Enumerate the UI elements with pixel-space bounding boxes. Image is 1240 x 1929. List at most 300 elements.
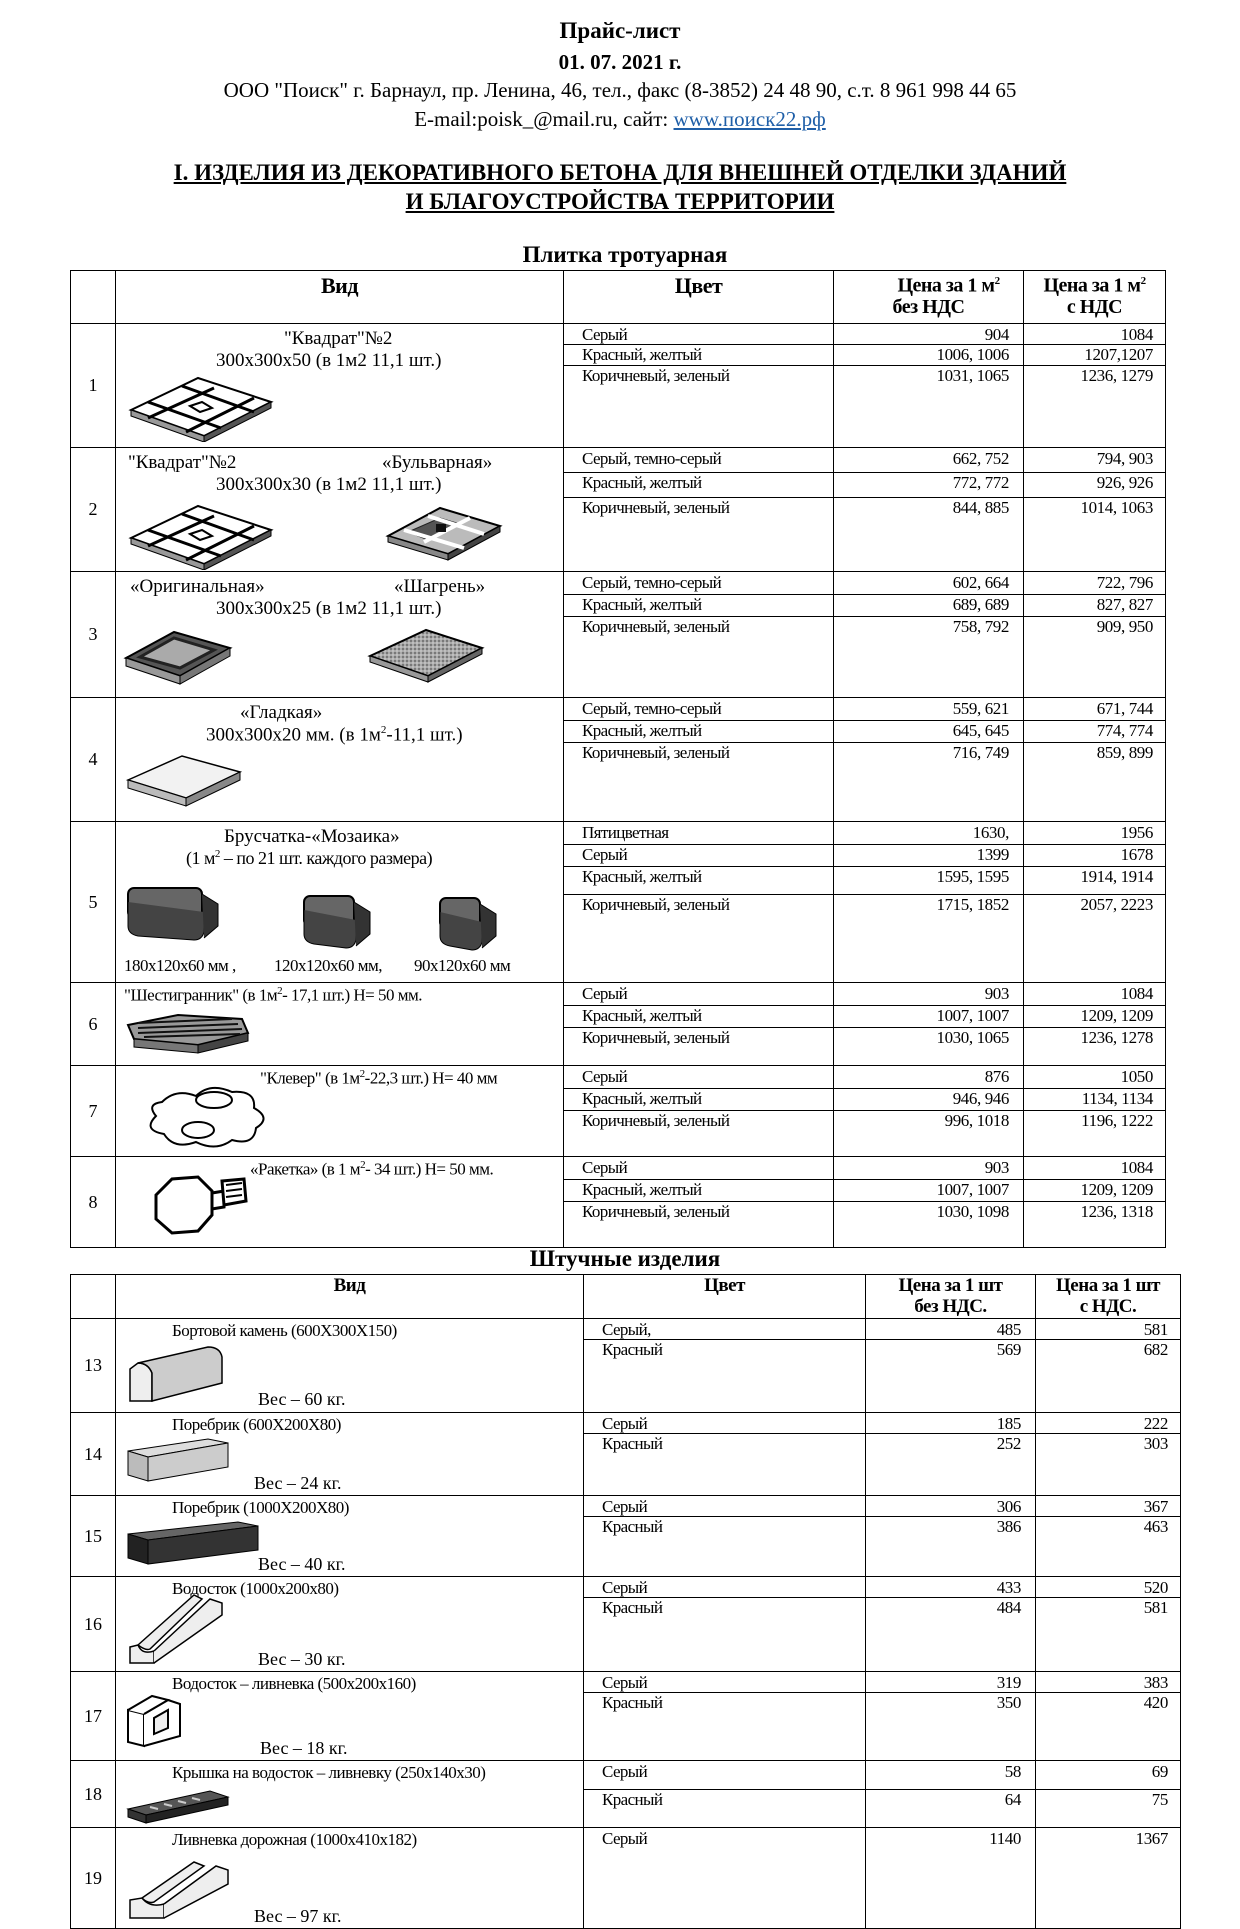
row-number: 13 <box>71 1319 116 1413</box>
price-vat-value: 581 <box>1143 1598 1168 1617</box>
price-no-vat-value: 772, 772 <box>834 472 1023 498</box>
price-no-vat-header-a: Цена за 1 шт <box>898 1275 1003 1296</box>
price-vat-value: 303 <box>1143 1434 1168 1453</box>
color-value: Пятицветная <box>564 822 833 845</box>
color-value: Серый <box>564 844 833 867</box>
name-text: - 17,1 шт.) Н= 50 мм. <box>282 985 423 1005</box>
price-vat-value: 1084 <box>1024 983 1165 1006</box>
smooth-paver-image <box>124 748 244 810</box>
drain-channel-image <box>124 1587 234 1667</box>
sq-sup: 2 <box>214 848 220 860</box>
table-row <box>71 572 1166 698</box>
price-vat-cell <box>1024 1066 1165 1156</box>
table-row <box>71 698 1166 822</box>
color-value: Красный <box>602 1693 663 1712</box>
price-vat-value: 2057, 2223 <box>1080 895 1153 914</box>
price-no-vat-header-a: Цена за 1 м <box>897 274 995 297</box>
size-text: – по 21 шт. каждого размера) <box>219 848 433 868</box>
price-no-vat-header-b: без НДС. <box>914 1296 987 1317</box>
name-text: «Ракетка» (в 1 м <box>250 1159 361 1179</box>
row-number: 19 <box>71 1828 116 1929</box>
color-value: Серый <box>584 1496 865 1517</box>
vid-cell <box>116 1319 584 1413</box>
vid-cell <box>116 1496 584 1577</box>
price-no-vat-cell <box>866 1577 1035 1671</box>
product-size: 300х300х25 (в 1м2 11,1 шт.) <box>216 598 442 619</box>
color-cell <box>584 1577 865 1671</box>
color-value: Серый <box>584 1413 865 1434</box>
product-name: Бортовой камень (600Х300Х150) <box>172 1321 397 1340</box>
color-value: Коричневый, зеленый <box>582 895 730 914</box>
product-weight: Вес – 18 кг. <box>260 1738 348 1758</box>
product-name-2: «Бульварная» <box>382 452 493 473</box>
table-row <box>71 1413 1181 1496</box>
tiles-caption: Плитка тротуарная <box>522 242 728 267</box>
color-value: Красный <box>602 1517 663 1536</box>
price-vat-value: 1236, 1278 <box>1080 1028 1153 1047</box>
color-value: Серый, темно-серый <box>564 572 833 595</box>
brick-size: 180х120х60 мм , <box>124 956 236 975</box>
price-vat-value: 722, 796 <box>1024 572 1165 595</box>
row-number: 5 <box>71 822 116 983</box>
price-no-vat-header <box>866 1275 1036 1319</box>
price-vat-value: 1084 <box>1024 324 1165 345</box>
color-value: Красный, желтый <box>564 1005 833 1028</box>
clover-paver-image <box>136 1074 286 1154</box>
price-no-vat-value: 1399 <box>834 844 1023 867</box>
row-number: 2 <box>71 448 116 572</box>
color-value: Серый <box>602 1829 648 1848</box>
section-title-line1: I. ИЗДЕЛИЯ ИЗ ДЕКОРАТИВНОГО БЕТОНА ДЛЯ ВНЕШНЕЙ ОТДЕЛКИ ЗДАНИЙ <box>173 160 1067 185</box>
color-value: Серый, <box>584 1319 865 1340</box>
vid-cell <box>116 1066 564 1157</box>
product-name: Водосток (1000х200х80) <box>172 1579 339 1598</box>
color-cell <box>564 822 833 982</box>
color-value: Красный <box>602 1790 663 1809</box>
hexagon-paver-image <box>124 1011 254 1059</box>
road-drain-image <box>124 1852 234 1922</box>
color-value: Серый <box>584 1672 865 1693</box>
product-name: «Оригинальная» <box>130 576 265 597</box>
price-no-vat-value: 996, 1018 <box>944 1111 1009 1130</box>
color-value: Красный, желтый <box>564 594 833 617</box>
color-value: Красный, желтый <box>564 472 833 498</box>
color-cell <box>564 448 833 571</box>
product-name: "Квадрат"№2 <box>284 328 393 349</box>
row-number: 6 <box>71 983 116 1066</box>
price-vat-value: 1014, 1063 <box>1080 498 1153 517</box>
sq-sup: 2 <box>360 1159 366 1171</box>
color-value: Красный, желтый <box>564 344 833 366</box>
name-text: -22,3 шт.) Н= 40 мм <box>364 1068 498 1088</box>
price-vat-value: 1956 <box>1024 822 1165 845</box>
price-vat-value: 367 <box>1036 1496 1180 1517</box>
tiles-table <box>70 270 1166 1248</box>
pieces-table <box>70 1274 1181 1929</box>
original-paver-image <box>122 624 234 686</box>
tiles-header-row <box>71 271 1166 324</box>
vid-header: Вид <box>116 1275 584 1319</box>
product-name: Поребрик (600Х200Х80) <box>172 1415 341 1434</box>
price-no-vat-value: 1595, 1595 <box>834 866 1023 895</box>
name-text: "Шестигранник" (в 1м <box>124 985 278 1005</box>
price-no-vat-value: 876 <box>834 1066 1023 1089</box>
num-header <box>71 1275 116 1319</box>
price-vat-value: 859, 899 <box>1096 743 1153 762</box>
vid-cell <box>116 983 564 1066</box>
price-vat-cell <box>1024 698 1165 821</box>
price-no-vat-cell <box>834 572 1023 697</box>
vid-cell <box>116 1577 584 1672</box>
contacts-line <box>0 107 1240 132</box>
product-name: Поребрик (1000Х200Х80) <box>172 1498 349 1517</box>
section-title-line2: И БЛАГОУСТРОЙСТВА ТЕРРИТОРИИ <box>405 189 835 214</box>
price-vat-cell <box>1036 1319 1180 1412</box>
price-vat-cell <box>1036 1672 1180 1760</box>
price-vat-value: 520 <box>1036 1577 1180 1598</box>
color-value: Красный <box>602 1598 663 1617</box>
price-no-vat-value: 1630, <box>834 822 1023 845</box>
row-number: 1 <box>71 324 116 448</box>
price-no-vat-value: 485 <box>866 1319 1035 1340</box>
product-weight: Вес – 97 кг. <box>254 1906 342 1926</box>
table-row <box>71 1066 1166 1157</box>
table-row <box>71 1761 1181 1828</box>
color-cell <box>564 983 833 1065</box>
size-text: -11,1 шт.) <box>386 724 463 746</box>
price-vat-value: 827, 827 <box>1024 594 1165 617</box>
price-vat-header-b: с НДС. <box>1079 1296 1137 1317</box>
price-vat-value: 383 <box>1036 1672 1180 1693</box>
table-row <box>71 1319 1181 1413</box>
color-cell <box>564 1066 833 1156</box>
product-size: 300х300х30 (в 1м2 11,1 шт.) <box>216 474 442 495</box>
mosaic-brick-image <box>300 890 376 952</box>
row-number: 17 <box>71 1672 116 1761</box>
price-no-vat-value: 1031, 1065 <box>936 366 1009 385</box>
price-vat-header-b: с НДС <box>1066 295 1123 318</box>
color-value: Серый <box>564 324 833 345</box>
pieces-header-row <box>71 1275 1181 1319</box>
price-no-vat-value: 433 <box>866 1577 1035 1598</box>
price-no-vat-cell <box>834 822 1023 982</box>
price-list-title: Прайс-лист <box>559 18 681 43</box>
product-name: «Гладкая» <box>240 702 323 723</box>
price-no-vat-header-b: без НДС <box>892 295 965 318</box>
price-vat-cell <box>1024 822 1165 982</box>
sq-sup: 2 <box>277 985 283 997</box>
product-name: "Квадрат"№2 <box>128 452 237 473</box>
price-no-vat-value: 662, 752 <box>834 448 1023 473</box>
price-no-vat-value: 1140 <box>989 1829 1021 1848</box>
vid-cell <box>116 698 564 822</box>
price-no-vat-value: 716, 749 <box>952 743 1009 762</box>
price-vat-cell <box>1024 448 1165 571</box>
color-value: Серый <box>564 1066 833 1089</box>
product-name <box>260 1068 497 1089</box>
price-no-vat-value: 319 <box>866 1672 1035 1693</box>
price-no-vat-value: 185 <box>866 1413 1035 1434</box>
color-header: Цвет <box>584 1275 866 1319</box>
color-cell <box>584 1761 865 1827</box>
price-vat-value: 1134, 1134 <box>1024 1088 1165 1111</box>
price-list-date: 01. 07. 2021 г. <box>558 50 682 74</box>
name-text: "Клевер" (в 1м <box>260 1068 360 1088</box>
vid-cell <box>116 1828 584 1929</box>
price-vat-value: 1367 <box>1135 1829 1168 1848</box>
color-value: Коричневый, зеленый <box>582 366 730 385</box>
price-vat-value: 1236, 1318 <box>1080 1202 1153 1221</box>
price-vat-value: 1678 <box>1024 844 1165 867</box>
price-vat-value: 671, 744 <box>1024 698 1165 721</box>
product-weight: Вес – 60 кг. <box>258 1389 346 1409</box>
price-no-vat-value: 903 <box>834 983 1023 1006</box>
price-no-vat-cell <box>866 1319 1035 1412</box>
price-no-vat-value: 484 <box>996 1598 1021 1617</box>
drain-box-image <box>122 1692 192 1748</box>
price-vat-value: 581 <box>1036 1319 1180 1340</box>
color-value: Серый <box>584 1577 865 1598</box>
color-cell <box>564 1157 833 1247</box>
price-vat-value: 909, 950 <box>1096 617 1153 636</box>
price-vat-header <box>1036 1275 1181 1319</box>
vid-cell <box>116 1413 584 1496</box>
color-value: Красный, желтый <box>564 1179 833 1202</box>
color-value: Красный, желтый <box>564 866 833 895</box>
price-vat-value: 420 <box>1143 1693 1168 1712</box>
price-no-vat-value: 904 <box>834 324 1023 345</box>
color-value: Коричневый, зеленый <box>582 617 730 636</box>
color-value: Серый <box>564 983 833 1006</box>
color-value: Серый <box>584 1761 865 1790</box>
price-vat-value: 75 <box>1151 1790 1168 1809</box>
color-value: Красный <box>602 1434 663 1453</box>
color-cell <box>584 1828 865 1928</box>
price-vat-header-a: Цена за 1 шт <box>1056 1275 1160 1296</box>
price-no-vat-cell <box>866 1672 1035 1760</box>
price-no-vat-value: 1007, 1007 <box>834 1179 1023 1202</box>
product-name <box>250 1159 493 1180</box>
price-vat-value: 463 <box>1143 1517 1168 1536</box>
color-value: Красный, желтый <box>564 1088 833 1111</box>
price-no-vat-header <box>834 271 1024 324</box>
price-vat-cell <box>1024 1157 1165 1247</box>
price-vat-header-a: Цена за 1 м <box>1043 274 1141 297</box>
vid-cell <box>116 572 564 698</box>
color-cell <box>564 324 833 447</box>
border-stone-image <box>124 1518 264 1566</box>
row-number: 16 <box>71 1577 116 1672</box>
price-no-vat-value: 1715, 1852 <box>936 895 1009 914</box>
color-cell <box>584 1413 865 1495</box>
size-text: (1 м <box>186 848 215 868</box>
price-no-vat-cell <box>866 1496 1035 1576</box>
price-no-vat-cell <box>834 983 1023 1065</box>
color-value: Красный <box>602 1340 663 1359</box>
price-vat-value: 926, 926 <box>1024 472 1165 498</box>
brick-size: 90х120х60 мм <box>414 956 511 975</box>
sq-sup: 2 <box>359 1068 365 1080</box>
product-name-2: «Шагрень» <box>394 576 486 597</box>
color-value: Коричневый, зеленый <box>582 498 730 517</box>
price-no-vat-value: 946, 946 <box>834 1088 1023 1111</box>
price-vat-value: 1236, 1279 <box>1080 366 1153 385</box>
price-no-vat-value: 252 <box>996 1434 1021 1453</box>
color-value: Красный, желтый <box>564 720 833 743</box>
product-weight: Вес – 24 кг. <box>254 1473 342 1493</box>
vid-header: Вид <box>116 271 564 324</box>
price-no-vat-value: 903 <box>834 1157 1023 1180</box>
email-text: E-mail:poisk_@mail.ru, сайт: <box>414 107 674 131</box>
color-value: Серый, темно-серый <box>564 698 833 721</box>
price-no-vat-value: 602, 664 <box>834 572 1023 595</box>
price-vat-value: 69 <box>1036 1761 1180 1790</box>
racket-paver-image <box>142 1167 252 1247</box>
price-no-vat-value: 64 <box>1004 1790 1021 1809</box>
table-row <box>71 822 1166 983</box>
row-number: 14 <box>71 1413 116 1496</box>
curb-stone-image <box>124 1343 234 1403</box>
price-vat-value: 1084 <box>1024 1157 1165 1180</box>
paver-image <box>126 498 276 570</box>
price-vat-value: 1050 <box>1024 1066 1165 1089</box>
price-vat-cell <box>1036 1577 1180 1671</box>
section-title <box>0 158 1240 216</box>
sq-sup: 2 <box>994 275 1000 287</box>
color-header: Цвет <box>564 271 834 324</box>
product-size <box>186 848 432 869</box>
vid-cell <box>116 324 564 448</box>
color-value: Серый, темно-серый <box>564 448 833 473</box>
color-cell <box>584 1319 865 1412</box>
price-no-vat-value: 1006, 1006 <box>834 344 1023 366</box>
price-vat-cell <box>1036 1761 1180 1827</box>
price-vat-value: 794, 903 <box>1024 448 1165 473</box>
product-name: Брусчатка-«Мозаика» <box>224 826 400 847</box>
table-row <box>71 1496 1181 1577</box>
color-value: Коричневый, зеленый <box>582 1202 730 1221</box>
price-no-vat-value: 645, 645 <box>834 720 1023 743</box>
price-no-vat-cell <box>866 1828 1035 1928</box>
mosaic-brick-image <box>124 882 224 944</box>
paver-image <box>126 370 276 442</box>
price-no-vat-value: 1030, 1065 <box>936 1028 1009 1047</box>
table-row <box>71 448 1166 572</box>
product-name <box>124 985 422 1006</box>
price-no-vat-cell <box>834 1157 1023 1247</box>
row-number: 4 <box>71 698 116 822</box>
drain-grate-image <box>124 1787 234 1827</box>
price-vat-value: 1207,1207 <box>1024 344 1165 366</box>
price-no-vat-value: 1007, 1007 <box>834 1005 1023 1028</box>
table-row <box>71 1577 1181 1672</box>
mosaic-brick-image <box>436 892 502 954</box>
vid-cell <box>116 448 564 572</box>
price-vat-value: 1196, 1222 <box>1081 1111 1153 1130</box>
shagren-paver-image <box>366 624 486 686</box>
price-vat-header <box>1024 271 1166 324</box>
price-no-vat-cell <box>834 324 1023 447</box>
color-value: Коричневый, зеленый <box>582 1111 730 1130</box>
table-row <box>71 324 1166 448</box>
vid-cell <box>116 1761 584 1828</box>
num-header <box>71 271 116 324</box>
price-vat-cell <box>1024 983 1165 1065</box>
price-no-vat-value: 1030, 1098 <box>936 1202 1009 1221</box>
price-no-vat-value: 58 <box>866 1761 1035 1790</box>
vid-cell <box>116 1672 584 1761</box>
vid-cell <box>116 1157 564 1248</box>
row-number: 7 <box>71 1066 116 1157</box>
site-link[interactable]: www.поиск22.рф <box>673 107 826 131</box>
row-number: 3 <box>71 572 116 698</box>
price-no-vat-cell <box>866 1761 1035 1827</box>
table-row <box>71 1672 1181 1761</box>
sq-sup: 2 <box>1140 275 1146 287</box>
price-vat-cell <box>1036 1413 1180 1495</box>
price-vat-value: 1209, 1209 <box>1024 1179 1165 1202</box>
company-info: ООО "Поиск" г. Барнаул, пр. Ленина, 46, тел., факс (8-3852) 24 48 90, с.т. 8 961 998 44 65 <box>223 78 1017 102</box>
price-no-vat-value: 559, 621 <box>834 698 1023 721</box>
row-number: 8 <box>71 1157 116 1248</box>
brick-size: 120х120х60 мм, <box>274 956 383 975</box>
pieces-caption: Штучные изделия <box>529 1246 721 1271</box>
product-name: Водосток – ливневка (500х200х160) <box>172 1674 416 1693</box>
table-row <box>71 1828 1181 1929</box>
price-no-vat-cell <box>834 698 1023 821</box>
price-no-vat-value: 844, 885 <box>952 498 1009 517</box>
row-number: 18 <box>71 1761 116 1828</box>
size-text: 300х300х20 мм. (в 1м <box>206 724 381 746</box>
row-number: 15 <box>71 1496 116 1577</box>
price-vat-value: 774, 774 <box>1024 720 1165 743</box>
bulvarnaya-paver-image <box>384 502 504 562</box>
product-weight: Вес – 30 кг. <box>258 1649 346 1669</box>
price-no-vat-cell <box>866 1413 1035 1495</box>
table-row <box>71 1157 1166 1248</box>
price-vat-value: 222 <box>1036 1413 1180 1434</box>
price-vat-value: 1914, 1914 <box>1024 866 1165 895</box>
price-no-vat-value: 350 <box>996 1693 1021 1712</box>
product-size: 300х300х50 (в 1м2 11,1 шт.) <box>216 350 442 371</box>
price-no-vat-cell <box>834 1066 1023 1156</box>
product-name: Ливневка дорожная (1000х410х182) <box>172 1830 417 1849</box>
sq-sup: 2 <box>380 724 387 736</box>
table-row <box>71 983 1166 1066</box>
price-vat-cell <box>1024 324 1165 447</box>
border-stone-image <box>124 1435 234 1483</box>
price-vat-cell <box>1024 572 1165 697</box>
price-no-vat-value: 758, 792 <box>952 617 1009 636</box>
color-value: Серый <box>564 1157 833 1180</box>
product-name: Крышка на водосток – ливневку (250х140х30) <box>172 1763 486 1782</box>
vid-cell <box>116 822 564 983</box>
color-value: Коричневый, зеленый <box>582 1028 730 1047</box>
price-vat-cell <box>1036 1496 1180 1576</box>
price-no-vat-value: 306 <box>866 1496 1035 1517</box>
color-cell <box>584 1496 865 1576</box>
name-text: - 34 шт.) Н= 50 мм. <box>365 1159 494 1179</box>
price-vat-value: 682 <box>1143 1340 1168 1359</box>
color-cell <box>564 698 833 821</box>
color-value: Коричневый, зеленый <box>582 743 730 762</box>
price-no-vat-cell <box>834 448 1023 571</box>
product-size <box>206 724 463 746</box>
price-no-vat-value: 386 <box>996 1517 1021 1536</box>
product-weight: Вес – 40 кг. <box>258 1554 346 1574</box>
price-no-vat-value: 689, 689 <box>834 594 1023 617</box>
price-vat-cell <box>1036 1828 1180 1928</box>
